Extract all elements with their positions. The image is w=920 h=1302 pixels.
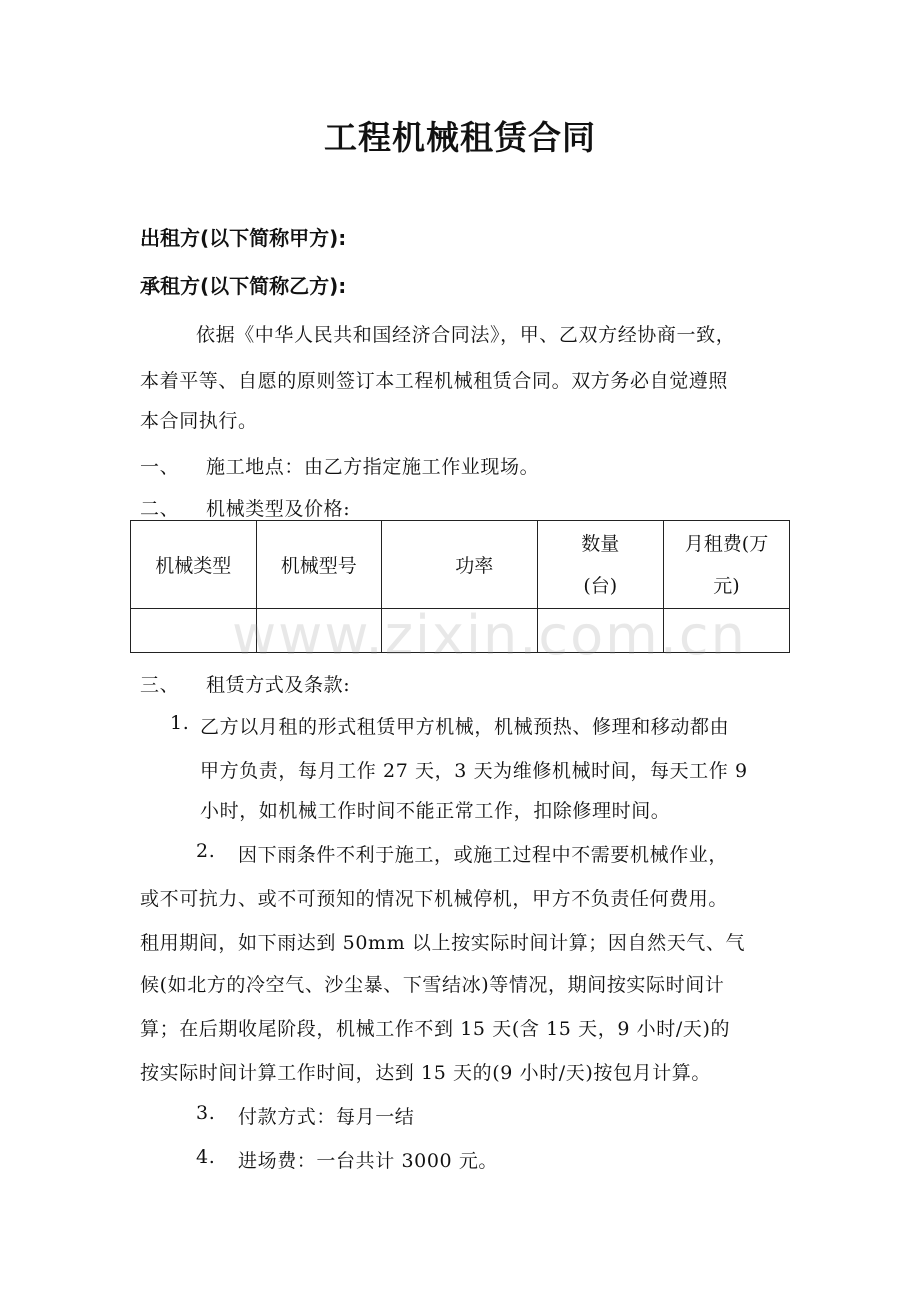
clause-1-line-1: 乙方以月租的形式租赁甲方机械，机械预热、修理和移动都由 — [200, 716, 730, 738]
header-quantity-line-1: 数量 — [581, 532, 620, 555]
header-monthly-rent — [663, 521, 789, 609]
clause-2-line-5: 算；在后期收尾阶段，机械工作不到 15 天(含 15 天，9 小时/天)的 — [140, 1018, 731, 1040]
header-power: 功率 — [382, 521, 538, 609]
clause-1-line-3: 小时，如机械工作时间不能正常工作，扣除修理时间。 — [200, 800, 671, 822]
clause-2-line-6: 按实际时间计算工作时间，达到 15 天的(9 小时/天)按包月计算。 — [140, 1062, 712, 1084]
header-quantity-line-2: (台) — [583, 574, 618, 597]
clause-2-number: 2. — [196, 840, 216, 862]
document-title: 工程机械租赁合同 — [324, 118, 596, 157]
intro-line-1: 依据《中华人民共和国经济合同法》，甲、乙双方经协商一致， — [196, 324, 736, 346]
table-header-row — [131, 521, 790, 609]
header-machine-model: 机械型号 — [256, 521, 382, 609]
intro-line-3: 本合同执行。 — [140, 410, 258, 432]
header-rent-line-2: 元) — [713, 574, 740, 597]
header-rent-line-1: 月租费(万 — [684, 532, 769, 555]
clause-1-line-2: 甲方负责，每月工作 27 天，3 天为维修机械时间，每天工作 9 — [200, 760, 748, 782]
section-1-text: 施工地点：由乙方指定施工作业现场。 — [206, 456, 540, 478]
section-3-number: 三、 — [140, 674, 180, 696]
section-2-number: 二、 — [140, 498, 180, 520]
clause-2-line-1: 因下雨条件不利于施工，或施工过程中不需要机械作业， — [238, 844, 729, 866]
clause-2-line-3: 租用期间，如下雨达到 50mm 以上按实际时间计算；因自然天气、气 — [140, 932, 746, 954]
clause-3-number: 3. — [196, 1102, 216, 1124]
clause-3-text: 付款方式：每月一结 — [238, 1106, 415, 1128]
lessor-label: 出租方(以下简称甲方): — [140, 226, 347, 250]
clause-4-text: 进场费：一台共计 3000 元。 — [238, 1150, 499, 1172]
clause-2-line-2: 或不可抗力、或不可预知的情况下机械停机，甲方不负责任何费用。 — [140, 888, 729, 910]
section-3-text: 租赁方式及条款: — [206, 674, 351, 696]
section-2-text: 机械类型及价格: — [206, 498, 351, 520]
intro-line-2: 本着平等、自愿的原则签订本工程机械租赁合同。双方务必自觉遵照 — [140, 370, 729, 392]
watermark: www.zixin.com.cn — [232, 604, 747, 667]
clause-1-number: 1. — [170, 712, 190, 734]
clause-2-line-4: 候(如北方的冷空气、沙尘暴、下雪结冰)等情况，期间按实际时间计 — [140, 974, 725, 996]
header-machine-type: 机械类型 — [131, 521, 257, 609]
section-1-number: 一、 — [140, 456, 180, 478]
clause-4-number: 4. — [196, 1146, 216, 1168]
lessee-label: 承租方(以下简称乙方): — [140, 274, 347, 298]
header-quantity — [537, 521, 663, 609]
